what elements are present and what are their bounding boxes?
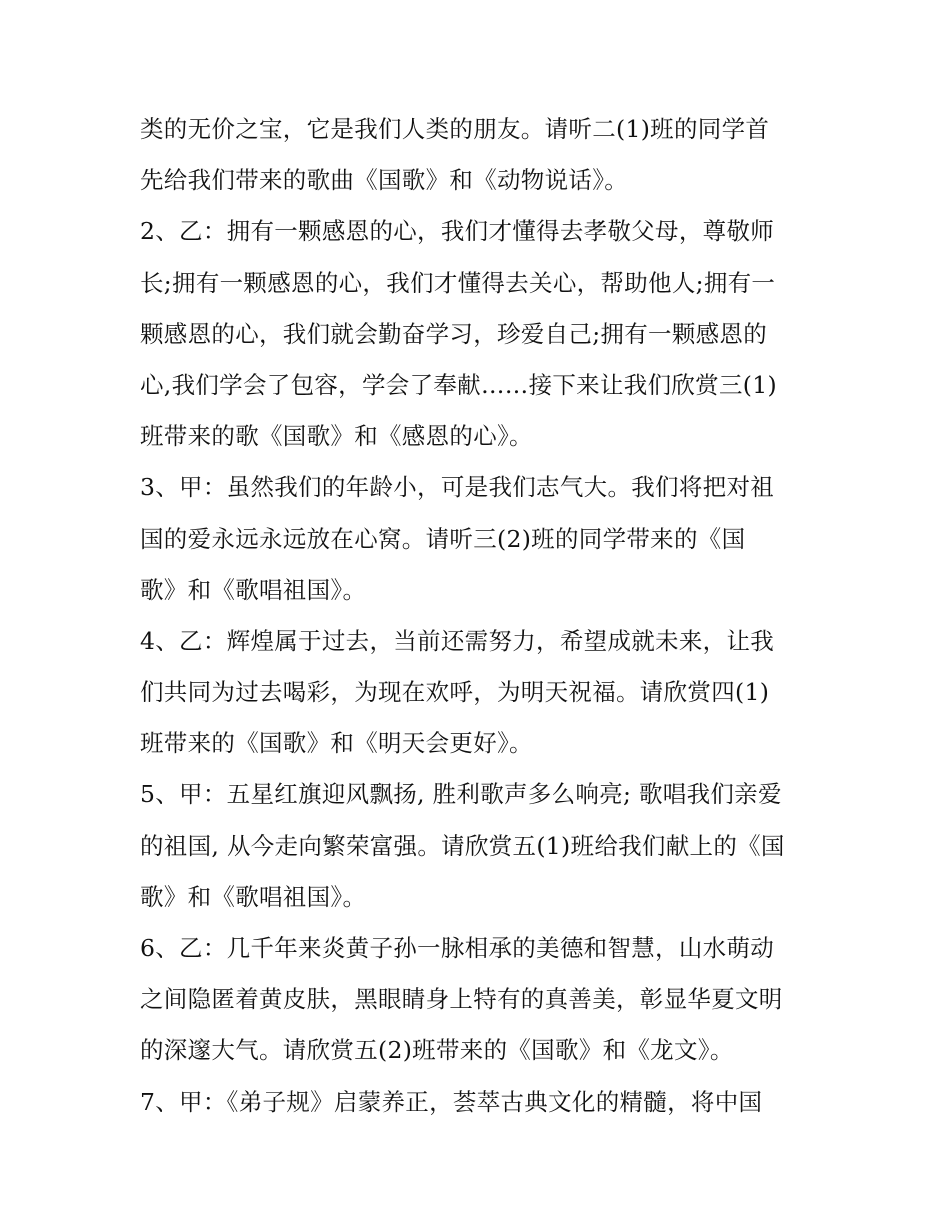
text-line: 歌》和《歌唱祖国》。 xyxy=(140,575,367,604)
text-line: 先给我们带来的歌曲《国歌》和《动物说话》。 xyxy=(140,166,629,195)
text-line: 的祖国, 从今走向繁荣富强。请欣赏五(1)班给我们献上的《国 xyxy=(140,831,785,860)
text-line: 3、甲：虽然我们的年龄小，可是我们志气大。我们将把对祖 xyxy=(140,473,775,502)
text-line: 2、乙：拥有一颗感恩的心，我们才懂得去孝敬父母，尊敬师 xyxy=(140,217,775,246)
text-line: 4、乙：辉煌属于过去，当前还需努力，希望成就未来，让我 xyxy=(140,626,775,655)
text-line: 们共同为过去喝彩，为现在欢呼，为明天祝福。请欣赏四(1) xyxy=(140,678,770,707)
text-line: 6、乙：几千年来炎黄子孙一脉相承的美德和智慧，山水萌动 xyxy=(140,934,775,962)
text-line: 国的爱永远永远放在心窝。请听三(2)班的同学带来的《国 xyxy=(140,524,746,553)
text-line: 7、甲：《弟子规》启蒙养正，荟萃古典文化的精髓，将中国 xyxy=(140,1087,763,1116)
text-line: 歌》和《歌唱祖国》。 xyxy=(140,882,367,911)
text-line: 班带来的《国歌》和《明天会更好》。 xyxy=(140,729,533,758)
text-line: 长;拥有一颗感恩的心，我们才懂得去关心，帮助他人;拥有一 xyxy=(140,268,776,297)
document-body xyxy=(140,104,820,1128)
text-line: 颗感恩的心，我们就会勤奋学习，珍爱自己;拥有一颗感恩的 xyxy=(140,319,768,348)
text-line: 班带来的歌《国歌》和《感恩的心》。 xyxy=(140,422,533,451)
text-line: 的深邃大气。请欣赏五(2)班带来的《国歌》和《龙文》。 xyxy=(140,1036,734,1065)
text-line: 心,我们学会了包容，学会了奉献……接下来让我们欣赏三(1) xyxy=(140,370,777,399)
text-line: 5、甲：五星红旗迎风飘扬, 胜利歌声多么响亮; 歌唱我们亲爱 xyxy=(140,780,782,809)
text-line: 类的无价之宝，它是我们人类的朋友。请听二(1)班的同学首 xyxy=(140,115,770,143)
text-line: 之间隐匿着黄皮肤，黑眼睛身上特有的真善美，彰显华夏文明 xyxy=(140,985,783,1014)
